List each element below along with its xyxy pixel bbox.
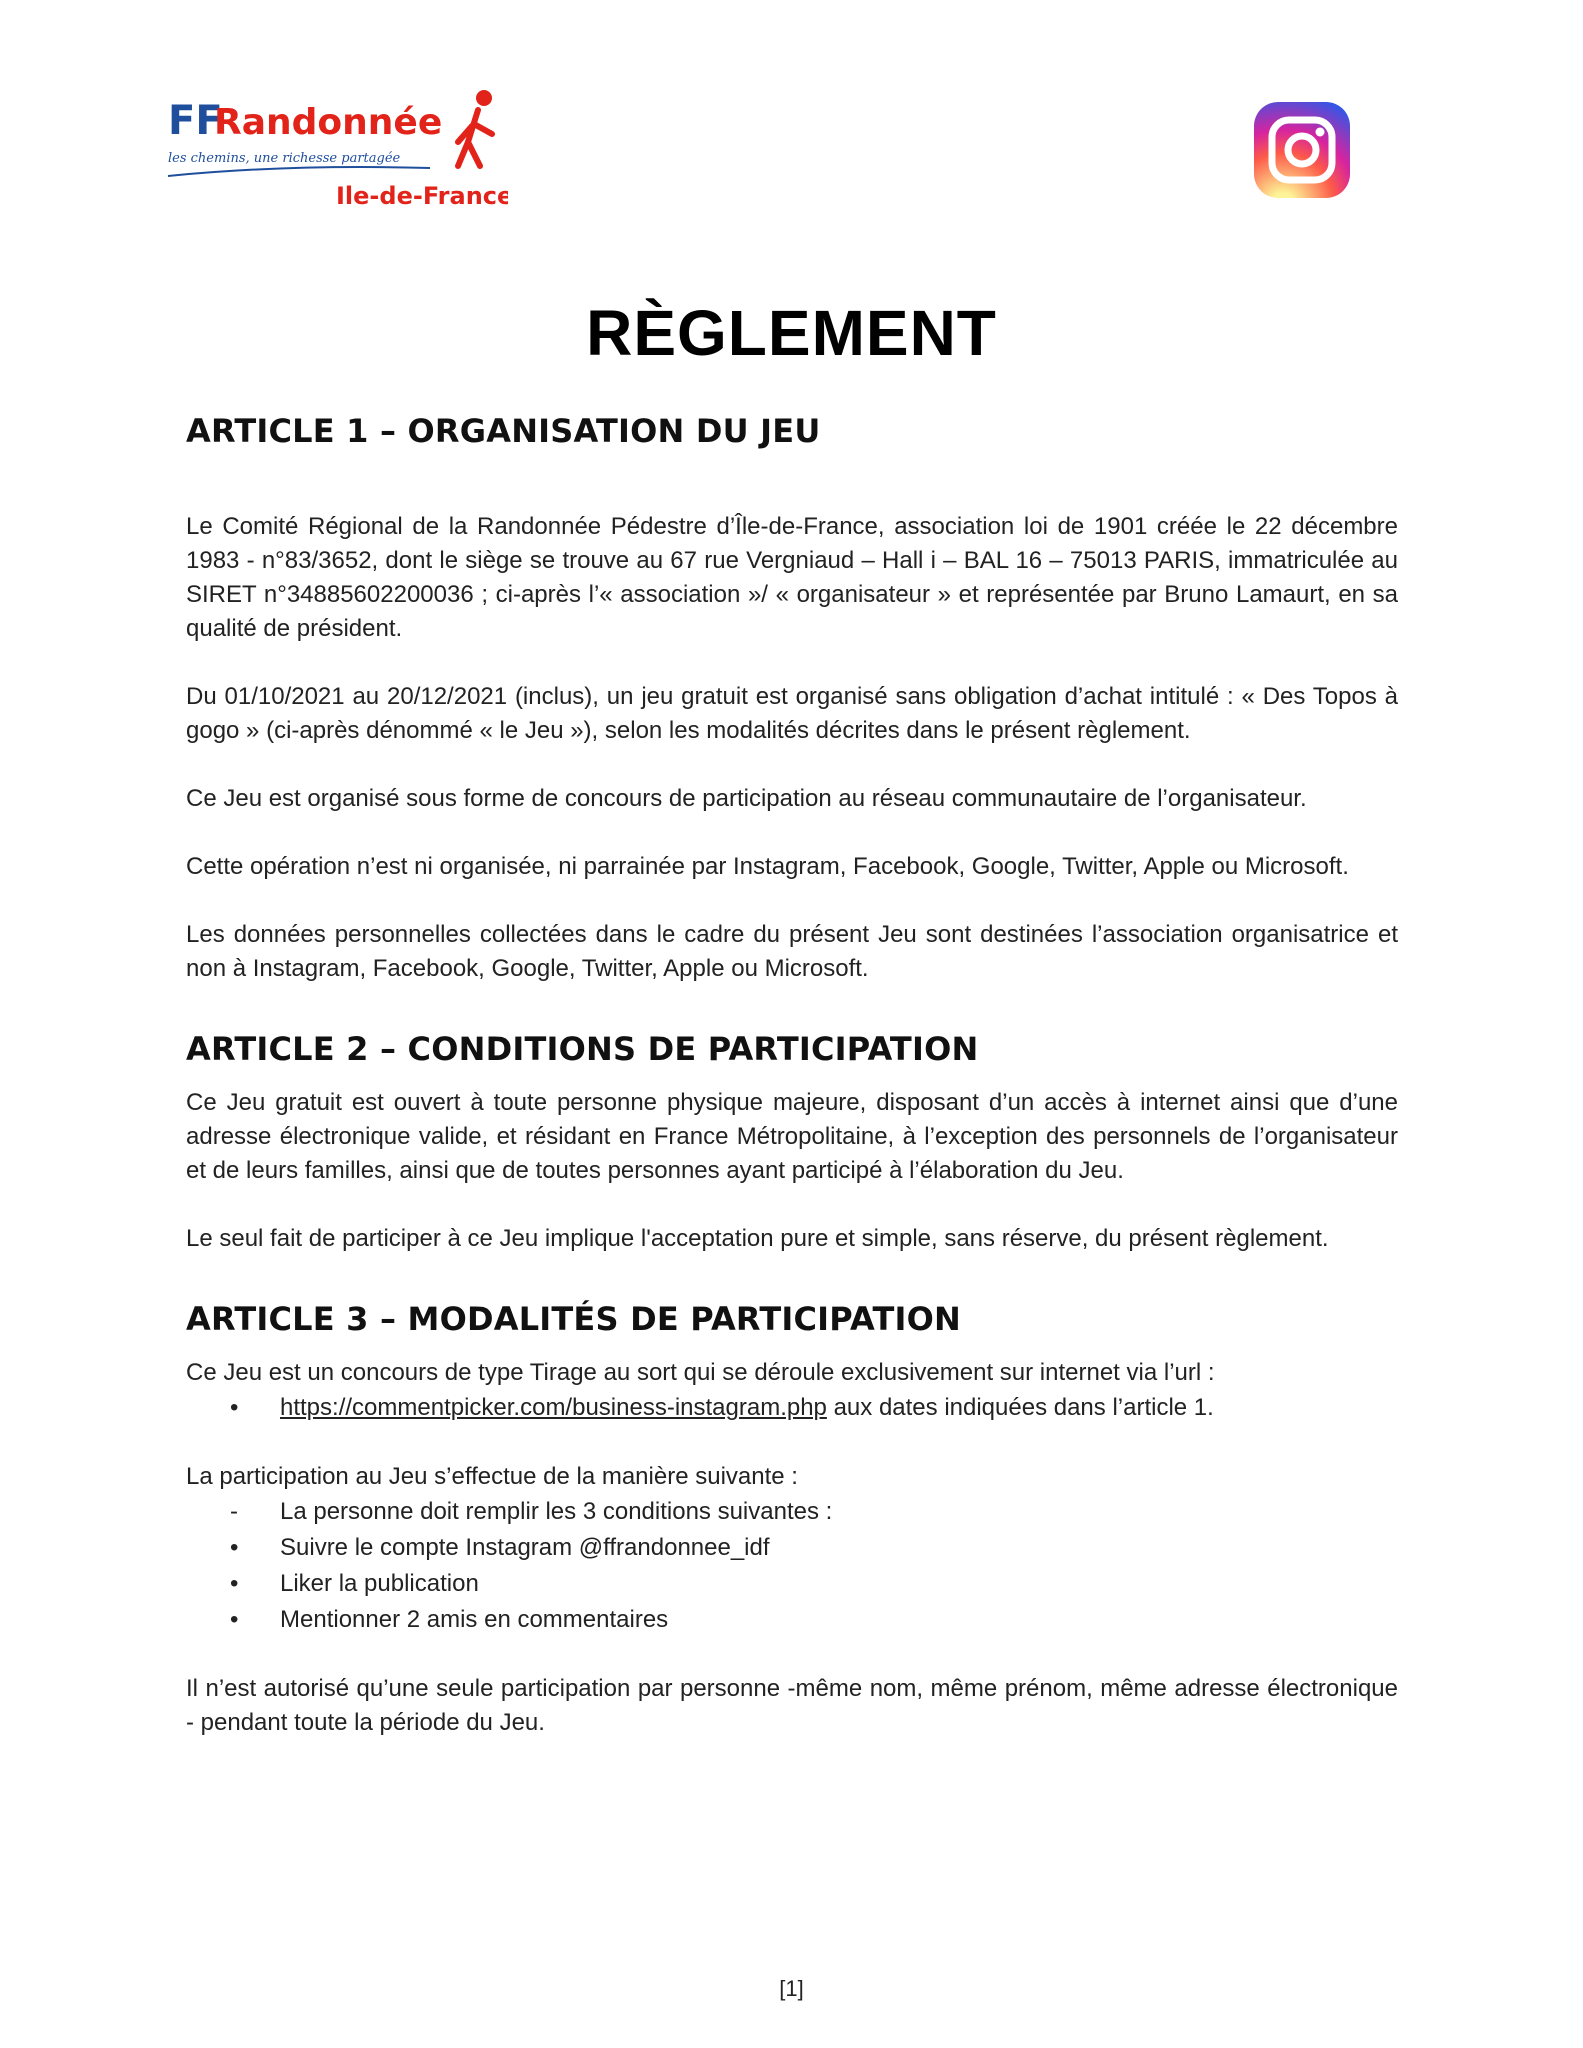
article-3-paragraph-2: La participation au Jeu s’effectue de la manière suivante : xyxy=(186,1463,798,1490)
article-1-paragraph-2: Du 01/10/2021 au 20/12/2021 (inclus), un jeu gratuit est organisé sans obligation d’achat intitulé : « Des Topos à gogo » (ci-après dénommé « le Jeu »), selon les modalités décrites dans le présent règlement. xyxy=(186,683,1398,744)
list-item-text: La personne doit remplir les 3 conditions suivantes : xyxy=(280,1498,833,1525)
logo-name-text: Randonnée xyxy=(214,102,443,143)
article-2-paragraph-2: Le seul fait de participer à ce Jeu implique l'acceptation pure et simple, sans réserve, du présent règlement. xyxy=(186,1225,1329,1252)
page-number: [1] xyxy=(779,1976,804,2001)
article-1-paragraph-1: Le Comité Régional de la Randonnée Pédestre d’Île-de-France, association loi de 1901 créée le 22 décembre 1983 - n°83/3652, dont le siège se trouve au 67 rue Vergniaud – Hall i – BAL 16 – 75013 PARIS, immatriculée au SIRET n°34885602200036 ; ci-après l’« association »/ « organisateur » et représentée par Bruno Lamaurt, en sa qualité de président. xyxy=(186,513,1398,642)
list-marker: - xyxy=(230,1498,238,1525)
article-1-heading: ARTICLE 1 – ORGANISATION DU JEU xyxy=(186,412,821,450)
article-2-paragraph-1: Ce Jeu gratuit est ouvert à toute personne physique majeure, disposant d’un accès à internet ainsi que d’une adresse électronique valide, et résidant en France Métropolitaine, à l’exception des personnels de l’organisateur et de leurs familles, ainsi que de toutes personnes ayant participé à l’élaboration du Jeu. xyxy=(186,1089,1398,1184)
article-3-paragraph-1: Ce Jeu est un concours de type Tirage au sort qui se déroule exclusivement sur internet via l’url : xyxy=(186,1359,1215,1386)
article-1-paragraph-3: Ce Jeu est organisé sous forme de concours de participation au réseau communautaire de l’organisateur. xyxy=(186,785,1307,812)
participation-steps-list xyxy=(186,1494,1398,1638)
bullet-marker: • xyxy=(230,1394,239,1421)
list-item xyxy=(186,1494,1398,1530)
page-title: RÈGLEMENT xyxy=(586,297,997,369)
list-item xyxy=(186,1390,1398,1426)
list-item xyxy=(186,1566,1398,1602)
list-marker: • xyxy=(230,1570,239,1597)
list-item-text: Mentionner 2 amis en commentaires xyxy=(280,1606,669,1633)
instagram-icon xyxy=(1254,102,1350,198)
article-3 xyxy=(186,1300,1398,1740)
logo-tagline: les chemins, une richesse partagée xyxy=(168,151,401,166)
list-marker: • xyxy=(230,1534,239,1561)
article-1 xyxy=(186,412,1398,986)
article-2-heading: ARTICLE 2 – CONDITIONS DE PARTICIPATION xyxy=(186,1030,979,1068)
url-list xyxy=(186,1390,1398,1426)
list-item xyxy=(186,1530,1398,1566)
contest-url-link[interactable]: https://commentpicker.com/business-instagram.php xyxy=(280,1394,827,1421)
hiker-icon xyxy=(458,90,492,166)
list-item-text: Liker la publication xyxy=(280,1570,479,1597)
article-3-paragraph-3: Il n’est autorisé qu’une seule participation par personne -même nom, même prénom, même adresse électronique - pendant toute la période du Jeu. xyxy=(186,1675,1398,1736)
list-item-text: Suivre le compte Instagram @ffrandonnee_idf xyxy=(280,1534,770,1561)
logo-ff-text: FF xyxy=(168,98,223,144)
list-item xyxy=(186,1602,1398,1638)
url-suffix-text: aux dates indiquées dans l’article 1. xyxy=(826,1394,1214,1421)
article-1-paragraph-5: Les données personnelles collectées dans le cadre du présent Jeu sont destinées l’association organisatrice et non à Instagram, Facebook, Google, Twitter, Apple ou Microsoft. xyxy=(186,921,1398,982)
list-marker: • xyxy=(230,1606,239,1633)
logo-region: Ile-de-France xyxy=(336,182,508,210)
article-2 xyxy=(186,1030,1398,1256)
ffrandonnee-logo xyxy=(168,84,508,214)
article-3-heading: ARTICLE 3 – MODALITÉS DE PARTICIPATION xyxy=(186,1300,961,1338)
document-body xyxy=(186,412,1398,1740)
article-1-paragraph-4: Cette opération n’est ni organisée, ni parrainée par Instagram, Facebook, Google, Twitter, Apple ou Microsoft. xyxy=(186,853,1349,880)
